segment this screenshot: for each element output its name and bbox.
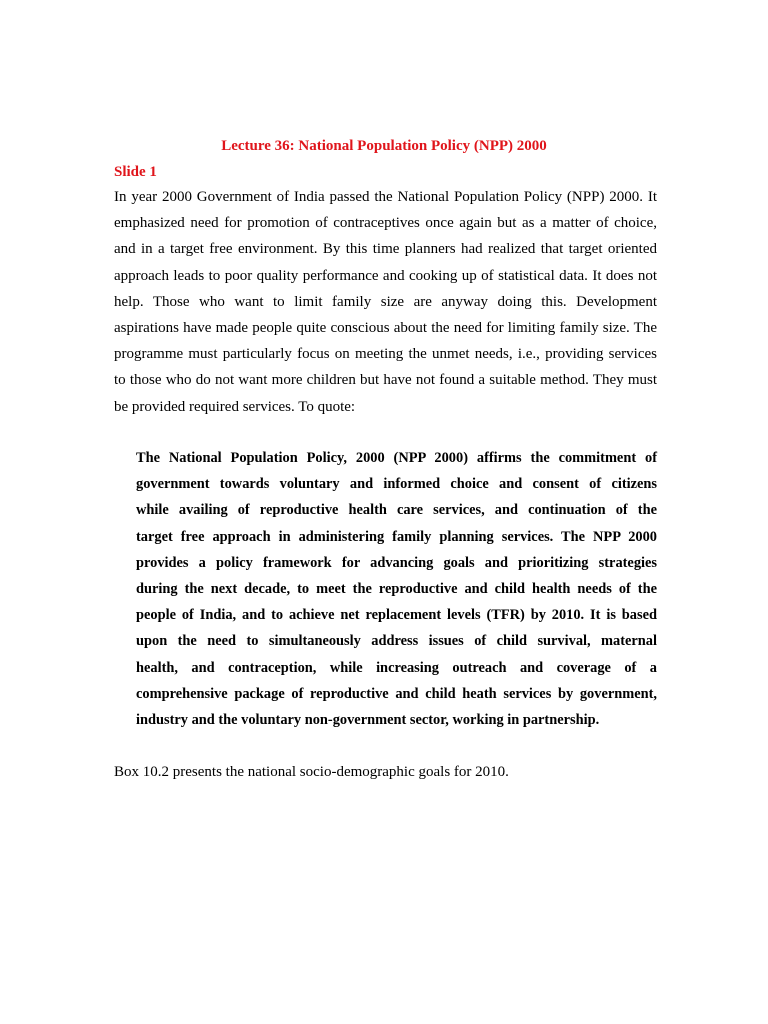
intro-line: programme must particularly focus on meeting the unmet needs, i.e., providing services xyxy=(114,346,657,363)
lecture-title: Lecture 36: National Population Policy (NPP) 2000 xyxy=(221,138,547,154)
intro-line: aspirations have made people quite conscious about the need for limiting family size. The xyxy=(114,319,657,336)
intro-paragraph xyxy=(114,184,657,420)
intro-line: approach leads to poor quality performance and cooking up of statistical data. It does not xyxy=(114,267,657,284)
policy-quote xyxy=(136,445,657,733)
intro-line: emphasized need for promotion of contraceptives once again but as a matter of choice, xyxy=(114,215,657,232)
quote-line: comprehensive package of reproductive and child heath services by government, xyxy=(136,685,657,702)
quote-line: during the next decade, to meet the reproductive and child health needs of the xyxy=(136,580,657,597)
intro-line: In year 2000 Government of India passed the National Population Policy (NPP) 2000. It xyxy=(114,189,657,205)
quote-line: provides a policy framework for advancing goals and prioritizing strategies xyxy=(136,554,657,571)
quote-line: government towards voluntary and informed choice and consent of citizens xyxy=(136,476,657,493)
intro-line: be provided required services. To quote: xyxy=(114,398,356,415)
slide-label: Slide 1 xyxy=(114,164,157,180)
quote-line: while availing of reproductive health care services, and continuation of the xyxy=(136,502,657,519)
quote-line: people of India, and to achieve net replacement levels (TFR) by 2010. It is based xyxy=(136,607,657,624)
intro-line: to those who do not want more children but have not found a suitable method. They must xyxy=(114,372,657,389)
intro-line: and in a target free environment. By this time planners had realized that target oriented xyxy=(114,241,657,258)
quote-line: The National Population Policy, 2000 (NPP 2000) affirms the commitment of xyxy=(136,450,657,466)
intro-line: help. Those who want to limit family size are anyway doing this. Development xyxy=(114,293,657,310)
quote-line: health, and contraception, while increasing outreach and coverage of a xyxy=(136,659,657,676)
quote-line: target free approach in administering family planning services. The NPP 2000 xyxy=(136,528,657,545)
quote-line: upon the need to simultaneously address issues of child survival, maternal xyxy=(136,633,657,650)
quote-line: industry and the voluntary non-government sector, working in partnership. xyxy=(136,711,600,728)
closing-sentence: Box 10.2 presents the national socio-demographic goals for 2010. xyxy=(114,764,509,780)
